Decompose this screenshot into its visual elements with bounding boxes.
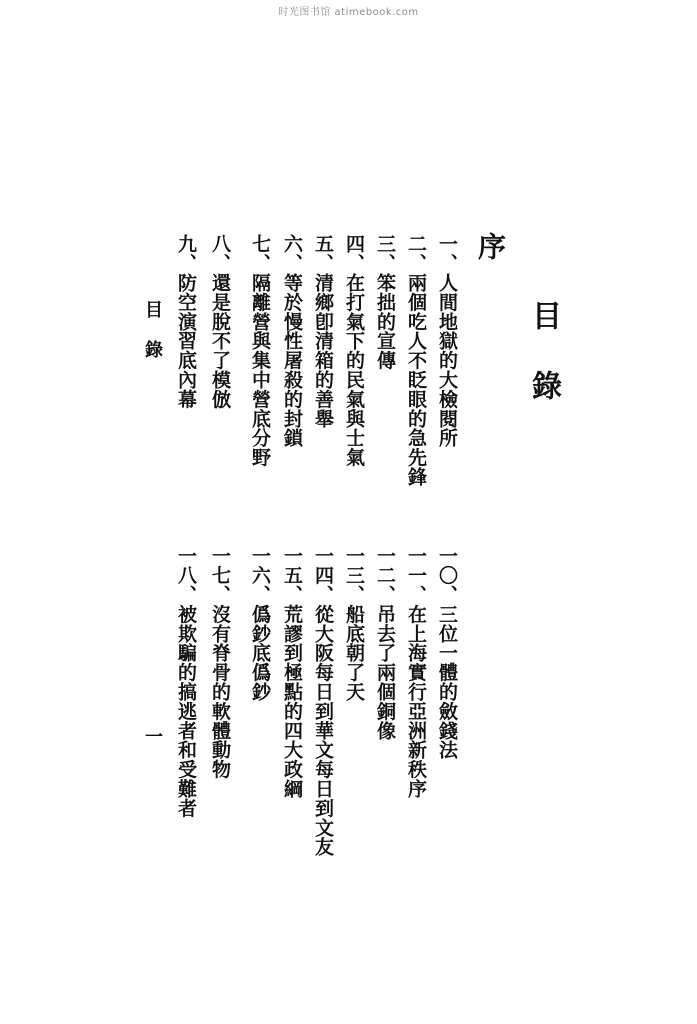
toc-entry: 一七、沒有脊骨的軟體動物 — [209, 546, 231, 779]
toc-entry: 三、笨拙的宣傳 — [374, 234, 396, 370]
toc-entry: 一一、在上海實行亞洲新秩序 — [405, 546, 427, 799]
toc-entry: 八、還是脫不了模倣 — [209, 234, 231, 409]
toc-entry: 一八、被欺騙的搞逃者和受難者 — [175, 546, 197, 818]
watermark: 时光图书馆 atimebook.com — [278, 7, 419, 18]
toc-entry: 一三、船底朝了天 — [343, 546, 365, 702]
toc-entry: 一〇、三位一體的斂錢法 — [436, 546, 458, 760]
toc-entry: 一二、吊去了兩個銅像 — [374, 546, 396, 740]
page-title: 目錄 — [526, 300, 561, 440]
toc-entry: 一四、從大阪每日到華文每日到文友 — [312, 546, 334, 857]
toc-entry: 九、防空演習底內幕 — [175, 234, 197, 409]
toc-entry: 四、在打氣下的民氣與士氣 — [343, 234, 365, 467]
toc-entry: 七、隔離營與集中營底分野 — [249, 234, 271, 467]
toc-entry: 五、清鄉卽清箱的善舉 — [312, 234, 334, 428]
toc-entry: 一五、荒謬到極點的四大政綱 — [281, 546, 303, 799]
toc-entry: 一六、僞鈔底僞鈔 — [249, 546, 271, 702]
running-head: 目錄 — [142, 300, 163, 380]
toc-entry: 一、人間地獄的大檢閱所 — [436, 234, 458, 448]
toc-entry: 二、兩個吃人不眨眼的急先鋒 — [405, 234, 427, 487]
toc-entry-preface: 序 — [474, 232, 507, 260]
page-number: 一 — [142, 727, 163, 745]
toc-entry: 六、等於慢性屠殺的封鎖 — [281, 234, 303, 448]
